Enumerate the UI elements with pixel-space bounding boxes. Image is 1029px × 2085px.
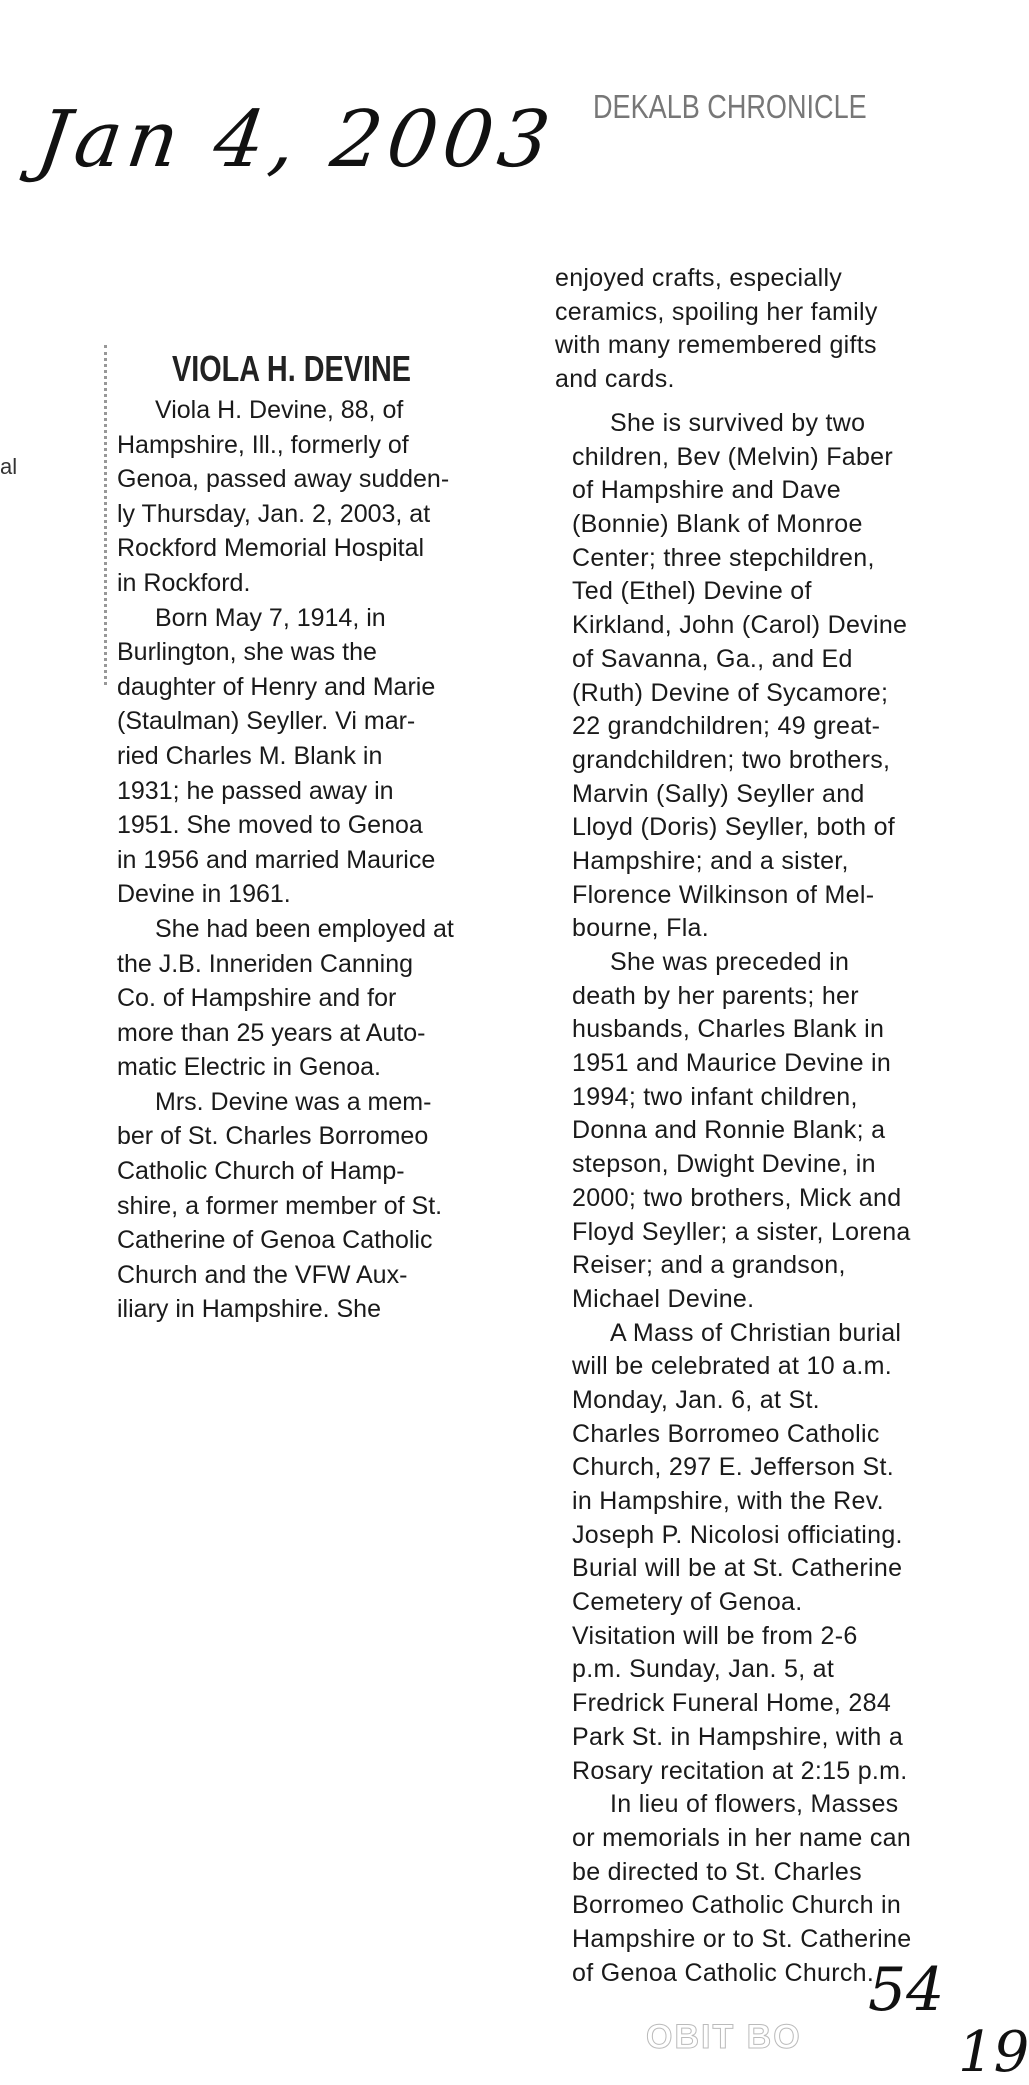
text-line: ber of St. Charles Borromeo <box>117 1122 429 1151</box>
text-line: more than 25 years at Auto- <box>117 1018 426 1047</box>
text-line: Rockford Memorial Hospital <box>117 534 425 563</box>
text-line: ried Charles M. Blank in <box>117 741 383 770</box>
text-line: p.m. Sunday, Jan. 5, at <box>572 1655 835 1684</box>
text-line: Church, 297 E. Jefferson St. <box>572 1453 894 1482</box>
text-line: in Hampshire, with the Rev. <box>572 1487 884 1515</box>
text-line: Ted (Ethel) Devine of <box>572 577 812 606</box>
text-line: She was preceded in <box>610 948 850 976</box>
text-line: Florence Wilkinson of Mel- <box>572 880 875 909</box>
text-line: Michael Devine. <box>572 1284 755 1313</box>
text-line: Hampshire; and a sister, <box>572 846 849 875</box>
text-line: Mrs. Devine was a mem- <box>155 1087 432 1116</box>
text-line: Marvin (Sally) Seyller and <box>572 779 865 808</box>
text-line: Devine in 1961. <box>117 880 291 909</box>
text-line: Fredrick Funeral Home, 284 <box>572 1689 892 1718</box>
text-line: matic Electric in Genoa. <box>117 1053 381 1082</box>
text-line: Hampshire or to St. Catherine <box>572 1924 912 1953</box>
text-line: and cards. <box>555 365 675 394</box>
text-line: Reiser; and a grandson, <box>572 1251 846 1280</box>
text-line: Burlington, she was the <box>117 638 377 667</box>
text-line: (Ruth) Devine of Sycamore; <box>572 678 889 707</box>
text-line: Co. of Hampshire and for <box>117 984 397 1013</box>
text-line: Born May 7, 1914, in <box>155 603 386 632</box>
text-line: enjoyed crafts, especially <box>555 264 843 292</box>
text-line: A Mass of Christian burial <box>610 1318 902 1347</box>
text-line: 2000; two brothers, Mick and <box>572 1183 902 1212</box>
text-line: Monday, Jan. 6, at St. <box>572 1385 820 1414</box>
text-line: Viola H. Devine, 88, of <box>155 396 404 424</box>
handwritten-corner-number: 19 <box>958 2020 1029 2085</box>
handwritten-page-number: 54 <box>868 1955 945 2025</box>
text-line: Charles Borromeo Catholic <box>572 1419 880 1448</box>
text-line: Floyd Seyller; a sister, Lorena <box>572 1217 911 1246</box>
newspaper-stamp: DEKALB CHRONICLE <box>593 88 867 125</box>
scan-edge-marks <box>104 345 113 685</box>
text-line: Donna and Ronnie Blank; a <box>572 1116 886 1145</box>
obit-book-stamp: OBIT BO <box>646 2018 802 2056</box>
text-line: of Genoa Catholic Church. <box>572 1958 875 1987</box>
text-line: Catherine of Genoa Catholic <box>117 1226 433 1255</box>
text-line: bourne, Fla. <box>572 914 710 943</box>
text-line: 1951. She moved to Genoa <box>117 811 423 840</box>
text-line: Joseph P. Nicolosi officiating. <box>572 1520 903 1549</box>
text-line: be directed to St. Charles <box>572 1857 862 1886</box>
text-line: the J.B. Inneriden Canning <box>117 949 414 978</box>
text-line: Lloyd (Doris) Seyller, both of <box>572 813 896 842</box>
text-line: with many remembered gifts <box>555 331 877 360</box>
text-line: death by her parents; her <box>572 981 859 1010</box>
text-line: of Savanna, Ga., and Ed <box>572 644 853 673</box>
text-line: Genoa, passed away sudden- <box>117 465 450 494</box>
text-line: (Bonnie) Blank of Monroe <box>572 510 863 539</box>
text-line: children, Bev (Melvin) Faber <box>572 442 894 471</box>
margin-text-fragment: al <box>0 454 18 479</box>
text-line: of Hampshire and Dave <box>572 476 841 505</box>
text-line: In lieu of flowers, Masses <box>610 1790 899 1819</box>
text-line: Catholic Church of Hamp- <box>117 1157 405 1186</box>
text-line: 22 grandchildren; 49 great- <box>572 712 881 741</box>
text-line: She is survived by two <box>610 409 866 437</box>
left-column <box>117 393 454 1327</box>
text-line: Cemetery of Genoa. <box>572 1588 803 1617</box>
text-line: in 1956 and married Maurice <box>117 845 436 874</box>
text-line: 1951 and Maurice Devine in <box>572 1049 892 1078</box>
text-line: ly Thursday, Jan. 2, 2003, at <box>117 499 431 528</box>
text-line: 1931; he passed away in <box>117 776 394 805</box>
text-line: (Staulman) Seyller. Vi mar- <box>117 707 416 736</box>
text-line: 1994; two infant children, <box>572 1082 858 1111</box>
text-line: will be celebrated at 10 a.m. <box>572 1352 892 1381</box>
text-line: Rosary recitation at 2:15 p.m. <box>572 1756 908 1785</box>
text-line: Kirkland, John (Carol) Devine <box>572 611 908 640</box>
text-line: She had been employed at <box>155 914 454 943</box>
text-line: Visitation will be from 2-6 <box>572 1621 858 1650</box>
text-line: Burial will be at St. Catherine <box>572 1554 903 1583</box>
text-line: Church and the VFW Aux- <box>117 1260 408 1289</box>
obituary-title: VIOLA H. DEVINE <box>172 348 411 389</box>
text-line: ceramics, spoiling her family <box>555 297 878 326</box>
right-column-continuation <box>555 262 878 397</box>
text-line: in Rockford. <box>117 568 251 597</box>
text-line: stepson, Dwight Devine, in <box>572 1150 876 1179</box>
text-line: shire, a former member of St. <box>117 1191 443 1220</box>
text-line: iliary in Hampshire. She <box>117 1295 381 1324</box>
text-line: Center; three stepchildren, <box>572 543 875 572</box>
text-line: husbands, Charles Blank in <box>572 1015 885 1044</box>
text-line: Hampshire, Ill., formerly of <box>117 430 409 459</box>
right-column <box>572 407 911 1990</box>
text-line: Borromeo Catholic Church in <box>572 1891 902 1920</box>
text-line: grandchildren; two brothers, <box>572 745 891 774</box>
text-line: Park St. in Hampshire, with a <box>572 1722 904 1751</box>
handwritten-date: Jan 4, 2003 <box>31 95 561 185</box>
text-line: daughter of Henry and Marie <box>117 672 436 701</box>
text-line: or memorials in her name can <box>572 1823 912 1852</box>
